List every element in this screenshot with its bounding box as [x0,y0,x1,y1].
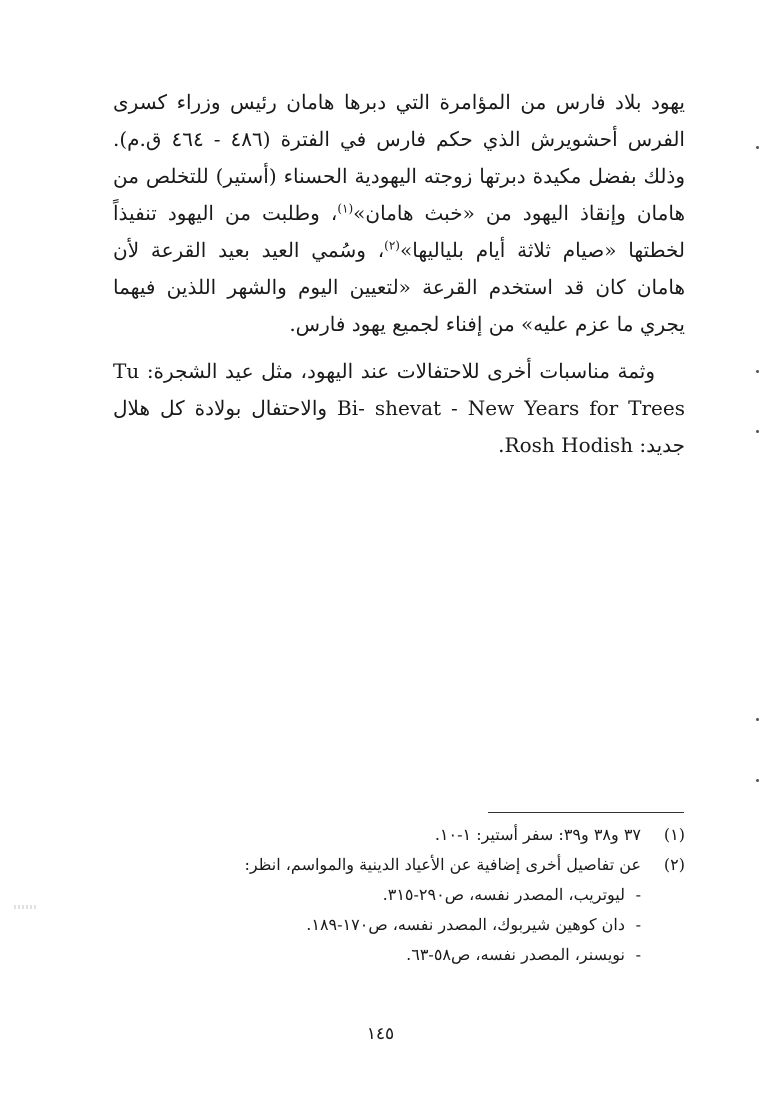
paragraph-purim [113,84,685,343]
tu-bishvat-english: Tu Bi- shevat - New Years for Trees [113,359,685,420]
page-number: ١٤٥ [366,1024,395,1044]
reference-dash: - [635,885,641,904]
edge-speck [756,146,759,149]
footnotes [160,820,685,970]
reference-text: ليوتريب، المصدر نفسه، ص٢٩٠-٣١٥. [382,885,625,904]
scan-smudge [14,905,38,909]
paragraph-other-occasions [113,353,685,464]
footnote-2-reference [160,940,685,970]
footnote-2-text: عن تفاصيل أخرى إضافية عن الأعياد الدينية والمواسم، انظر: [244,855,641,874]
edge-speck [756,370,759,373]
reference-text: دان كوهين شيربوك، المصدر نفسه، ص١٧٠-١٨٩. [306,915,625,934]
footnote-2-reference [160,880,685,910]
other-occasions-end: . [498,433,505,457]
edge-speck [756,779,759,782]
edge-speck [756,718,759,721]
reference-dash: - [635,915,641,934]
other-occasions-middle: والاحتفال بولادة كل هلال جديد: [113,396,685,457]
footnote-1-number: (١) [663,825,685,844]
reference-dash: - [635,945,641,964]
paragraph-purim-part2: ، وطلبت من اليهود تنفيذاً لخطتها «صيام ثلاثة أيام بلياليها» [113,201,685,262]
rosh-hodesh-english: Rosh Hodish [504,433,633,457]
other-occasions-lead: وثمة مناسبات أخرى للاحتفالات عند اليهود، مثل عيد الشجرة: [146,359,655,383]
edge-speck [756,430,759,433]
footnote-ref-2: (٢) [384,238,400,253]
paragraph-purim-part3: ، وسُمي العيد بعيد القرعة لأن هامان كان قد استخدم القرعة «لتعيين اليوم والشهر اللذين فيهما يجري ما عزم عليه» من إفناء لجميع يهود فارس. [113,238,685,336]
footnote-separator [488,812,684,813]
paragraph-purim-part1: يهود بلاد فارس من المؤامرة التي دبرها هامان رئيس وزراء كسرى الفرس أحشويرش الذي حكم فارس في الفترة (٤٨٦ - ٤٦٤ ق.م). وذلك بفضل مكيدة دبرتها زوجته اليهودية الحسناء (أستير) للتخلص من هامان وإنقاذ اليهود من «خبث هامان» [113,90,686,225]
footnote-ref-1: (١) [337,201,354,216]
main-text [113,84,685,464]
footnote-2-reference [160,910,685,940]
footnote-1-text: ٣٧ و٣٨ و٣٩: سفر أستير: ١-١٠. [434,825,641,844]
reference-text: نويسنر، المصدر نفسه، ص٥٨-٦٣. [406,945,625,964]
footnote-2-number: (٢) [663,855,685,874]
footnote-2 [160,850,685,880]
footnote-1 [160,820,685,850]
